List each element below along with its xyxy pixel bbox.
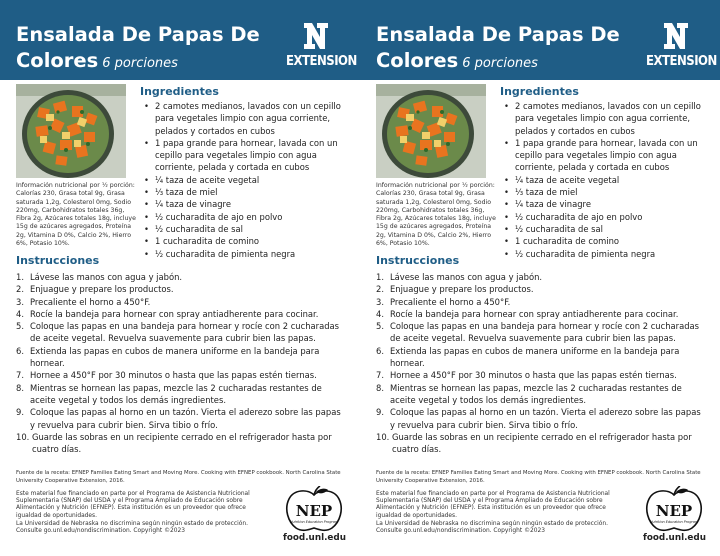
ingredient-item: • ½ cucharadita de pimienta negra	[500, 248, 715, 260]
instructions-heading: Instrucciones	[376, 254, 460, 267]
instructions-list	[16, 271, 348, 455]
nebraska-n-icon	[663, 22, 689, 50]
funding-statement: Este material fue financiado en parte por el Programa de Asistencia Nutricional Suplementaria (SNAP) del USDA y el Programa Ampliado de Educación sobre Alimentación y Nutrición (EFNEP). Esta institución es un proveedor que ofrece igualdad de oportunidades.	[16, 491, 250, 519]
step-text: Coloque las papas en una bandeja para hornear y rocíe con 2 cucharadas de aceite vegetal. Revuelva suavemente para cubrir bien las papas.	[390, 321, 700, 344]
step-number: 5.	[376, 321, 384, 332]
instruction-step	[16, 431, 348, 456]
nebraska-n-icon	[303, 22, 329, 50]
step-text: Mientras se hornean las papas, mezcle las 2 cucharadas restantes de aceite vegetal y todos los demás ingredientes.	[30, 382, 322, 405]
step-number: 3.	[16, 296, 24, 307]
ingredients-list	[500, 100, 715, 260]
ingredient-item: • ½ cucharadita de ajo en polvo	[500, 211, 715, 223]
ingredient-item: • 1 papa grande para hornear, lavada con un cepillo para vegetales limpio con agua corriente, pelada y cortada en cubos	[140, 137, 355, 174]
step-number: 7.	[16, 370, 24, 381]
step-text: Coloque las papas al horno en un tazón. Vierta el aderezo sobre las papas y revuelva para cubrir bien. Sirva tibio o frío.	[30, 407, 341, 430]
step-text: Precaliente el horno a 450°F.	[30, 296, 151, 307]
step-text: Mientras se hornean las papas, mezcle las 2 cucharadas restantes de aceite vegetal y todos los demás ingredientes.	[390, 382, 682, 405]
instruction-step	[376, 271, 708, 283]
step-number: 8.	[16, 382, 24, 393]
instruction-step	[376, 296, 708, 308]
step-text: Coloque las papas en una bandeja para hornear y rocíe con 2 cucharadas de aceite vegetal. Revuelva suavemente para cubrir bien las papas.	[30, 321, 340, 344]
ingredient-item: • ½ cucharadita de pimienta negra	[140, 248, 355, 260]
instruction-step	[16, 296, 348, 308]
recipe-title: Ensalada De Papas De Colores 6 porciones	[16, 23, 260, 72]
step-number: 4.	[16, 308, 24, 319]
ingredients-heading: Ingredientes	[140, 85, 219, 98]
nep-apple-icon	[282, 486, 346, 532]
step-text: Hornee a 450°F por 30 minutos o hasta que las papas estén tiernas.	[390, 370, 677, 381]
ingredient-item: • 2 camotes medianos, lavados con un cepillo para vegetales limpio con agua corriente, pelados y cortados en cubos	[500, 100, 715, 137]
ingredient-item: • 1 cucharadita de comino	[500, 235, 715, 247]
website-link[interactable]: food.unl.edu	[643, 533, 706, 543]
funding-statement: Este material fue financiado en parte por el Programa de Asistencia Nutricional Suplementaria (SNAP) del USDA y el Programa Ampliado de Educación sobre Alimentación y Nutrición (EFNEP). Esta institución es un proveedor que ofrece igualdad de oportunidades.	[376, 491, 610, 519]
header-banner	[0, 0, 360, 80]
ingredient-item: • ½ cucharadita de ajo en polvo	[140, 211, 355, 223]
ingredients-heading: Ingredientes	[500, 85, 579, 98]
header-banner	[360, 0, 720, 80]
step-number: 7.	[376, 370, 384, 381]
step-text: Enjuague y prepare los productos.	[390, 284, 534, 295]
instruction-step	[376, 345, 708, 370]
ingredient-item: • ½ cucharadita de sal	[140, 223, 355, 235]
ingredient-item: • 1 cucharadita de comino	[140, 235, 355, 247]
ingredient-item: • ⅓ taza de miel	[500, 186, 715, 198]
nep-caption: Nutrition Education Program	[289, 520, 339, 524]
step-text: Rocíe la bandeja para hornear con spray antiadherente para cocinar.	[30, 308, 319, 319]
servings-label: 6 porciones	[462, 56, 538, 71]
servings-label: 6 porciones	[102, 56, 178, 71]
instruction-step	[376, 431, 708, 456]
nep-wordmark: NEP	[295, 502, 333, 520]
step-text: Extienda las papas en cubos de manera uniforme en la bandeja para hornear.	[30, 345, 320, 369]
ingredient-item: • ¼ taza de vinagre	[500, 198, 715, 210]
step-number: 2.	[16, 284, 24, 295]
ingredient-item: • ¼ taza de vinagre	[140, 198, 355, 210]
instruction-step	[376, 308, 708, 320]
instruction-step	[16, 271, 348, 283]
nondiscrimination-statement: La Universidad de Nebraska no discrimina según ningún estado de protección. Consulte go.unl.edu/nondiscrimination. Copyright ©2023	[376, 521, 608, 535]
step-text: Precaliente el horno a 450°F.	[390, 296, 511, 307]
instruction-step	[16, 382, 348, 407]
sweet-potato-salad-photo	[376, 84, 486, 178]
step-text: Guarde las sobras en un recipiente cerrado en el refrigerador hasta por cuatro días.	[392, 431, 692, 455]
recipe-title: Ensalada De Papas De Colores 6 porciones	[376, 23, 620, 72]
nutrition-facts: Información nutricional por ½ porción: Calorías 230, Grasa total 9g, Grasa saturada 1,2g, Colesterol 0mg, Sodio 220mg, Carbohidratos totales 36g, Fibra 2g, Azúcares totales 18g, incluye 15g de azúcares agregados, Proteína 2g, Vitamina D 0%, Calcio 2%, Hierro 6%, Potasio 10%.	[376, 182, 496, 248]
nep-apple-icon	[642, 486, 706, 532]
instruction-step	[376, 406, 708, 431]
instruction-step	[376, 369, 708, 381]
step-number: 9.	[376, 407, 384, 418]
ingredient-item: • 2 camotes medianos, lavados con un cepillo para vegetales limpio con agua corriente, pelados y cortados en cubos	[140, 100, 355, 137]
step-number: 4.	[376, 308, 384, 319]
extension-wordmark: EXTENSION	[286, 54, 357, 69]
sweet-potato-salad-photo	[16, 84, 126, 178]
ingredient-item: • ¼ taza de aceite vegetal	[500, 174, 715, 186]
step-text: Lávese las manos con agua y jabón.	[390, 272, 543, 282]
extension-logo	[646, 22, 717, 74]
instruction-step	[16, 369, 348, 381]
nep-caption: Nutrition Education Program	[649, 520, 699, 524]
ingredients-list	[140, 100, 355, 260]
step-text: Guarde las sobras en un recipiente cerrado en el refrigerador hasta por cuatro días.	[32, 431, 332, 455]
step-number: 10.	[376, 431, 390, 442]
step-text: Lávese las manos con agua y jabón.	[30, 272, 183, 282]
nutrition-facts: Información nutricional por ½ porción: Calorías 230, Grasa total 9g, Grasa saturada 1,2g, Colesterol 0mg, Sodio 220mg, Carbohidratos totales 36g, Fibra 2g, Azúcares totales 18g, incluye 15g de azúcares agregados, Proteína 2g, Vitamina D 0%, Calcio 2%, Hierro 6%, Potasio 10%.	[16, 182, 136, 248]
step-number: 2.	[376, 284, 384, 295]
step-number: 5.	[16, 321, 24, 332]
extension-wordmark: EXTENSION	[646, 54, 717, 69]
recipe-card-right	[360, 0, 720, 556]
instructions-list	[376, 271, 708, 455]
ingredient-item: • ¼ taza de aceite vegetal	[140, 174, 355, 186]
step-number: 6.	[16, 345, 24, 356]
instruction-step	[16, 345, 348, 370]
ingredient-item: • 1 papa grande para hornear, lavada con un cepillo para vegetales limpio con agua corriente, pelada y cortada en cubos	[500, 137, 715, 174]
step-text: Hornee a 450°F por 30 minutos o hasta que las papas estén tiernas.	[30, 370, 317, 381]
step-number: 8.	[376, 382, 384, 393]
step-number: 1.	[16, 272, 24, 282]
instruction-step	[16, 283, 348, 295]
extension-logo	[286, 22, 357, 74]
instruction-step	[16, 320, 348, 345]
instruction-step	[376, 382, 708, 407]
recipe-source: Fuente de la receta: EFNEP Families Eating Smart and Moving More. Cooking with EFNEP cookbook. North Carolina State University Cooperative Extension, 2016.	[16, 470, 341, 484]
website-link[interactable]: food.unl.edu	[283, 533, 346, 543]
instruction-step	[16, 308, 348, 320]
ingredient-item: • ⅓ taza de miel	[140, 186, 355, 198]
nep-wordmark: NEP	[655, 502, 693, 520]
instructions-heading: Instrucciones	[16, 254, 100, 267]
step-text: Enjuague y prepare los productos.	[30, 284, 174, 295]
ingredient-item: • ½ cucharadita de sal	[500, 223, 715, 235]
step-text: Rocíe la bandeja para hornear con spray antiadherente para cocinar.	[390, 308, 679, 319]
instruction-step	[376, 320, 708, 345]
step-text: Coloque las papas al horno en un tazón. Vierta el aderezo sobre las papas y revuelva para cubrir bien. Sirva tibio o frío.	[390, 407, 701, 430]
step-number: 10.	[16, 431, 30, 442]
step-number: 9.	[16, 407, 24, 418]
recipe-source: Fuente de la receta: EFNEP Families Eating Smart and Moving More. Cooking with EFNEP cookbook. North Carolina State University Cooperative Extension, 2016.	[376, 470, 701, 484]
instruction-step	[16, 406, 348, 431]
step-text: Extienda las papas en cubos de manera uniforme en la bandeja para hornear.	[390, 345, 680, 369]
step-number: 3.	[376, 296, 384, 307]
step-number: 1.	[376, 272, 384, 282]
step-number: 6.	[376, 345, 384, 356]
instruction-step	[376, 283, 708, 295]
nondiscrimination-statement: La Universidad de Nebraska no discrimina según ningún estado de protección. Consulte go.unl.edu/nondiscrimination. Copyright ©2023	[16, 521, 248, 535]
